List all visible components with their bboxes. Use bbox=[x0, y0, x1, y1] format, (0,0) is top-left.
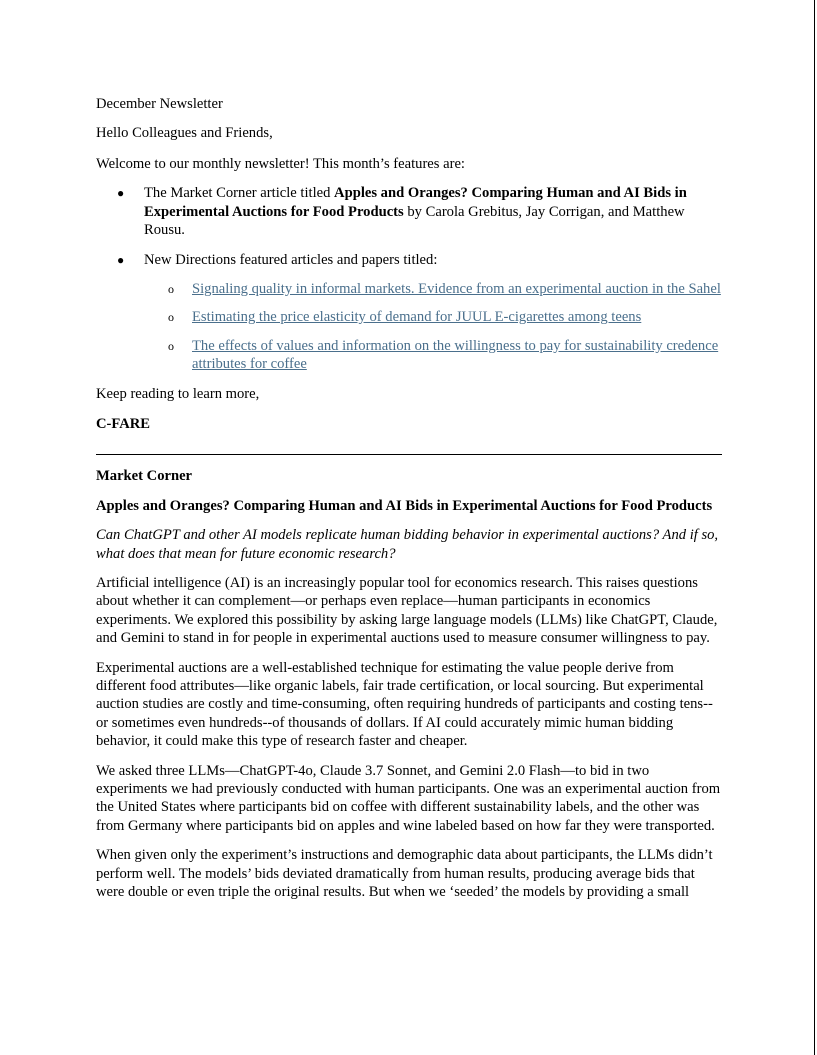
feature-article-title: Apples and Oranges? Comparing Human and AI Bids in Experimental Auctions for Food Products bbox=[144, 185, 687, 220]
bullet-icon: ● bbox=[117, 186, 125, 201]
article-paragraph: Experimental auctions are a well-established technique for estimating the value people derive from different food attributes—like organic labels, fair trade certification, or local sourcing. But experimental auction studies are costly and time-consuming, often requiring hundreds of participants and costing tens--or sometimes even hundreds--of thousands of dollars. If AI could accurately mimic human bidding behavior, it could make this type of research faster and cheaper. bbox=[96, 659, 713, 750]
greeting: Hello Colleagues and Friends, bbox=[96, 125, 273, 142]
document-body bbox=[96, 95, 722, 912]
circle-bullet-icon: o bbox=[168, 310, 174, 325]
circle-bullet-icon: o bbox=[168, 338, 174, 353]
link-coffee-sustainability[interactable]: The effects of values and information on the willingness to pay for sustainability credence attributes for coffee bbox=[192, 337, 719, 373]
section-heading: Market Corner bbox=[96, 468, 193, 485]
new-directions-links bbox=[144, 280, 722, 374]
article-paragraph: We asked three LLMs—ChatGPT-4o, Claude 3.7 Sonnet, and Gemini 2.0 Flash—to bid in two experiments we had previously conducted with human participants. One was an experimental auction from the United States where participants bid on coffee with different sustainability labels, and the other was from Germany where participants bid on apples and wine labeled based on how far they were transported. bbox=[96, 762, 721, 834]
list-item bbox=[144, 308, 722, 326]
page-edge bbox=[814, 0, 815, 1055]
circle-bullet-icon: o bbox=[168, 281, 174, 296]
feature-prefix: The Market Corner article titled bbox=[144, 185, 335, 202]
features-list bbox=[96, 184, 722, 373]
link-juul-elasticity[interactable]: Estimating the price elasticity of demand for JUUL E-cigarettes among teens bbox=[192, 309, 642, 326]
signature: C-FARE bbox=[96, 415, 151, 432]
new-directions-label: New Directions featured articles and papers titled: bbox=[144, 252, 438, 269]
feature-new-directions bbox=[96, 251, 722, 373]
bullet-icon: ● bbox=[117, 253, 125, 268]
list-item bbox=[144, 280, 722, 298]
article-paragraph: When given only the experiment’s instructions and demographic data about participants, the LLMs didn’t perform well. The models’ bids deviated dramatically from human results, producing average bids that were double or even triple the original results. But when we ‘seeded’ the models by providing a small bbox=[96, 847, 713, 900]
link-signaling-quality[interactable]: Signaling quality in informal markets. Evidence from an experimental auction in the Sahel bbox=[192, 280, 721, 297]
feature-market-corner bbox=[96, 184, 722, 239]
article-paragraph: Artificial intelligence (AI) is an increasingly popular tool for economics research. This raises questions about whether it can complement—or perhaps even replace—human participants in economics experiments. We explored this possibility by asking large language models (LLMs) like ChatGPT, Claude, and Gemini to stand in for people in experimental auctions used to measure consumer willingness to pay. bbox=[96, 574, 718, 647]
section-divider bbox=[96, 454, 722, 455]
feature-authors: by Carola Grebitus, Jay Corrigan, and Matthew Rousu. bbox=[144, 203, 685, 239]
article-dek: Can ChatGPT and other AI models replicate human bidding behavior in experimental auctions? And if so, what does that mean for future economic research? bbox=[96, 527, 719, 562]
newsletter-title: December Newsletter bbox=[96, 96, 223, 112]
article-headline: Apples and Oranges? Comparing Human and AI Bids in Experimental Auctions for Food Products bbox=[96, 497, 713, 514]
list-item bbox=[144, 337, 722, 374]
closing-text: Keep reading to learn more, bbox=[96, 386, 260, 403]
welcome-text: Welcome to our monthly newsletter! This month’s features are: bbox=[96, 155, 465, 172]
